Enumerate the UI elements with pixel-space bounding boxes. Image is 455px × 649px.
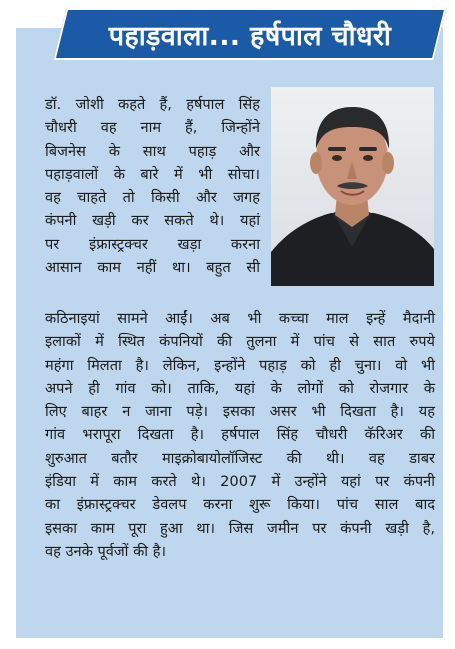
text-line: इंडिया में काम करते थे। 2007 में उन्होंने यहां पर कंपनी xyxy=(45,473,435,491)
text-line: पर इंफ्रास्ट्रक्चर खड़ा करना xyxy=(45,235,260,253)
text-line: लिए बाहर न जाना पड़े। इसका असर भी दिखता है। यह xyxy=(45,403,435,421)
text-line: का इंफ्रास्ट्रक्चर डेवलप करना शुरू किया। पांच साल बाद xyxy=(45,496,435,514)
text-line: इलाकों में स्थित कंपनियों की तुलना में पांच से सात रुपये xyxy=(45,333,435,351)
article-title: पहाड़वाला... हर्षपाल चौधरी xyxy=(108,20,392,52)
text-line: गांव भरापूरा दिखता है। हर्षपाल सिंह चौधरी कॅरिअर की xyxy=(45,426,435,444)
text-line: वह चाहते तो किसी और जगह xyxy=(45,189,260,207)
text-line: कठिनाइयां सामने आईं। अब भी कच्चा माल इन्हें मैदानी xyxy=(45,310,435,327)
text-line: डॉ. जोशी कहते हैं, हर्षपाल सिंह xyxy=(45,96,260,113)
text-line: कंपनी खड़ी कर सकते थे। यहां xyxy=(45,212,260,230)
article-text-top xyxy=(45,93,260,279)
text-line: चौधरी वह नाम हैं, जिन्होंने xyxy=(45,119,260,137)
person-photo xyxy=(271,87,434,286)
text-line: बिजनेस के साथ पहाड़ और xyxy=(45,142,260,160)
text-line: अपने ही गांव को। ताकि, यहां के लोगों को रोजगार के xyxy=(45,379,435,397)
text-line: इसका काम पूरा हुआ था। जिस जमीन पर कंपनी खड़ी है, xyxy=(45,519,435,537)
person-portrait-icon xyxy=(271,87,434,286)
text-line: आसान काम नहीं था। बहुत सी xyxy=(45,259,260,277)
article-text-bottom xyxy=(45,307,435,563)
text-line: शुरुआत बतौर माइक्रोबायोलॉजिस्ट की थी। वह डाबर xyxy=(45,449,435,467)
text-line: महंगा मिलता है। लेकिन, इन्होंने पहाड़ को ही चुना। वो भी xyxy=(45,356,435,374)
text-line: पहाड़वालों के बारे में भी सोचा। xyxy=(45,165,260,183)
text-line: वह उनके पूर्वजों की है। xyxy=(45,542,167,560)
